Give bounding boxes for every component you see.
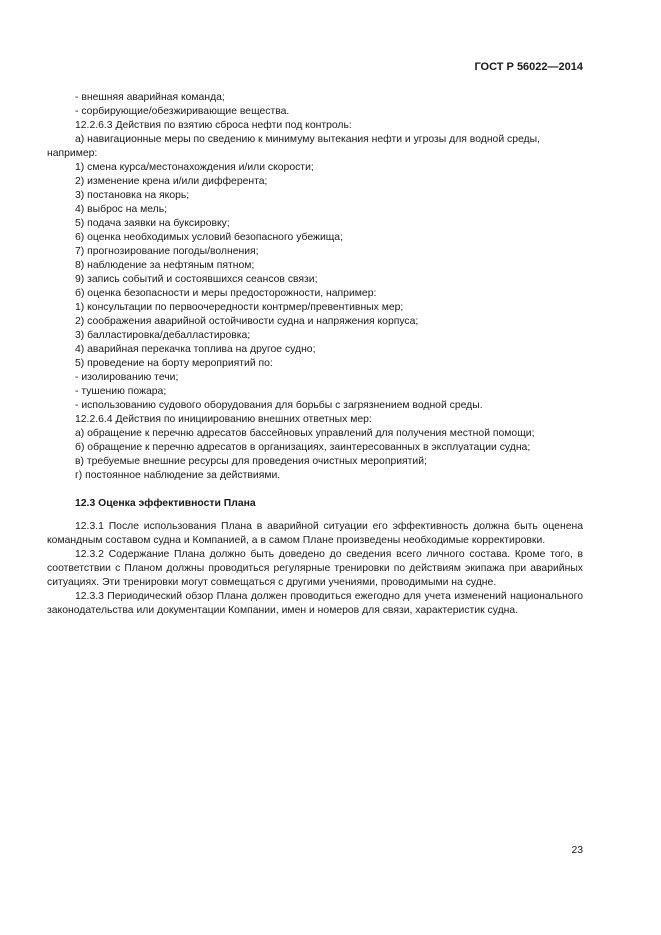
list-item: б) обращение к перечню адресатов в организациях, заинтересованных в эксплуатации судна; — [75, 442, 531, 453]
list-item: 3) балластировка/дебалластировка; — [75, 330, 251, 341]
clause-12-2-6-4: 12.2.6.4 Действия по инициированию внешних ответных мер: — [75, 414, 372, 425]
section-heading: 12.3 Оценка эффективности Плана — [75, 498, 256, 509]
list-item: 7) прогнозирование погоды/волнения; — [75, 246, 259, 257]
list-item: 5) проведение на борту мероприятий по: — [75, 358, 273, 369]
clause-12-3-2: 12.3.2 Содержание Плана должно быть доведено до сведения всего личного состава. Кроме того, в соответствии с Планом должны проводиться регулярные тренировки по действиям экипажа при аварийных ситуациях. Эти тренировки могут совмещаться с другими учениями, проводимыми на судне. — [47, 549, 583, 588]
clause-12-3-1: 12.3.1 После использования Плана в аварийной ситуации его эффективность должна быть оценена командным составом судна и Компанией, а в самом Плане произведены необходимые корректировки. — [47, 521, 583, 546]
list-item: 6) оценка необходимых условий безопасного убежища; — [75, 232, 343, 243]
document-body — [47, 91, 583, 618]
standard-header: ГОСТ Р 56022—2014 — [474, 61, 583, 73]
list-item: а) обращение к перечню адресатов бассейновых управлений для получения местной помощи; — [75, 428, 535, 439]
list-item: - изолированию течи; — [75, 372, 179, 383]
list-item: 2) соображения аварийной остойчивости судна и напряжения корпуса; — [75, 316, 419, 327]
list-item: 5) подача заявки на буксировку; — [75, 218, 230, 229]
clause-12-2-6-3-b: б) оценка безопасности и меры предосторожности, например: — [75, 288, 377, 299]
list-item: 9) запись событий и состоявшихся сеансов связи; — [75, 274, 318, 285]
list-item: 2) изменение крена и/или дифферента; — [75, 176, 268, 187]
list-item: - сорбирующие/обезжиривающие вещества. — [75, 106, 290, 117]
list-item: 4) выброс на мель; — [75, 204, 168, 215]
list-item: - использованию судового оборудования для борьбы с загрязнением водной среды. — [75, 400, 483, 411]
clause-12-2-6-3: 12.2.6.3 Действия по взятию сброса нефти под контроль: — [75, 120, 352, 131]
list-item: 1) консультации по первоочередности контрмер/превентивных мер; — [75, 302, 404, 313]
clause-12-2-6-3-a: а) навигационные меры по сведению к минимуму вытекания нефти и угрозы для водной среды, например: — [47, 134, 540, 159]
list-item: в) требуемые внешние ресурсы для проведения очистных мероприятий; — [75, 456, 427, 467]
page-number: 23 — [571, 845, 583, 856]
list-item: 8) наблюдение за нефтяным пятном; — [75, 260, 255, 271]
list-item: - внешняя аварийная команда; — [75, 92, 225, 103]
clause-12-3-3: 12.3.3 Периодический обзор Плана должен проводиться ежегодно для учета изменений национального законодательства или документации Компании, имен и номеров для связи, характеристик судна. — [47, 591, 583, 616]
list-item: 3) постановка на якорь; — [75, 190, 190, 201]
list-item: 4) аварийная перекачка топлива на другое судно; — [75, 344, 316, 355]
list-item: 1) смена курса/местонахождения и/или скорости; — [75, 162, 314, 173]
list-item: - тушению пожара; — [75, 386, 167, 397]
list-item: г) постоянное наблюдение за действиями. — [75, 470, 281, 481]
